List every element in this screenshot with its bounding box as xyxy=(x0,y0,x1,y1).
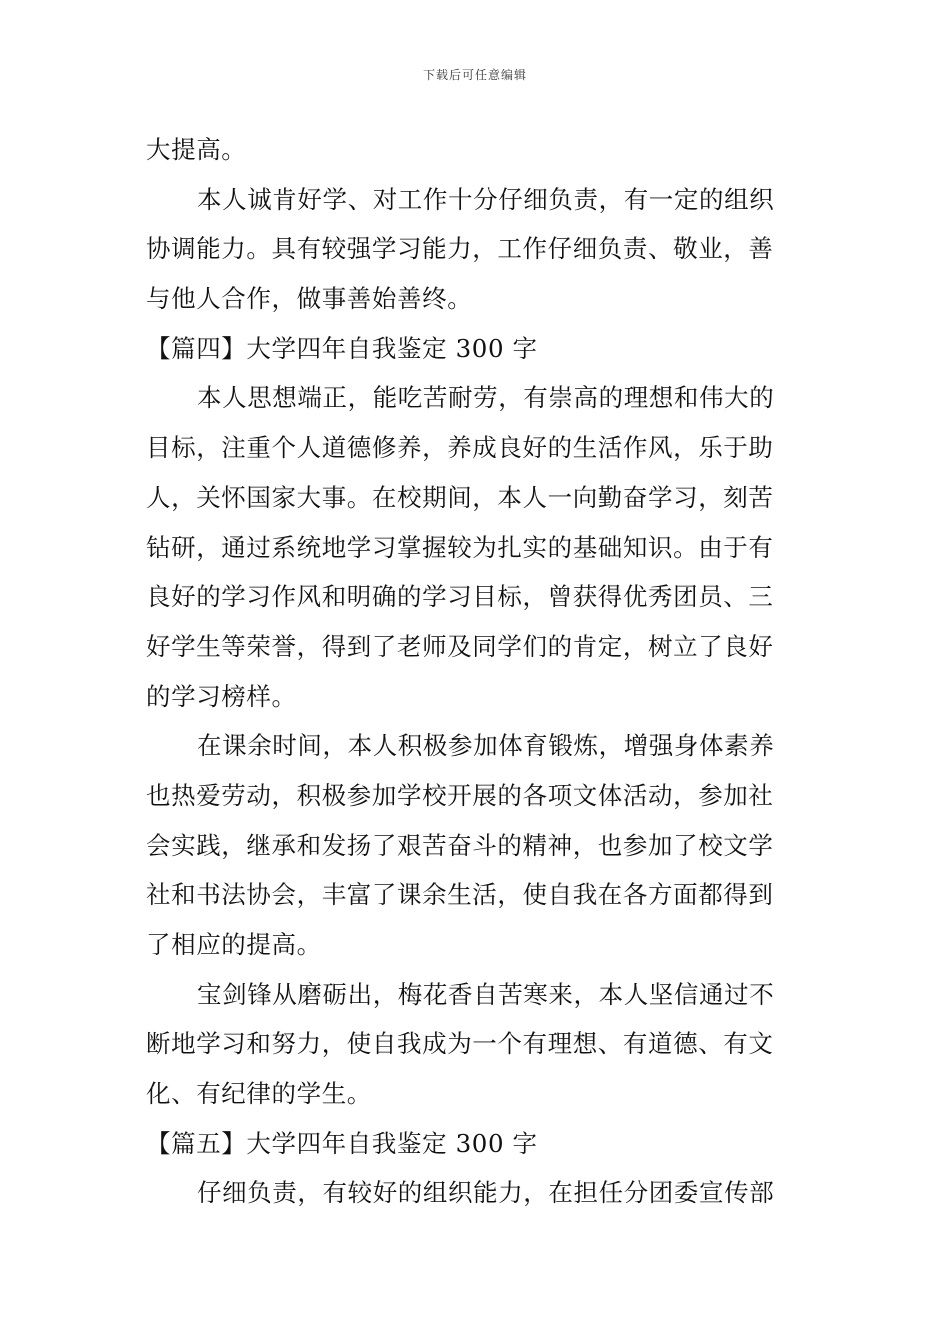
text-line: 与他人合作，做事善始善终。 xyxy=(146,284,473,314)
text-line: 良好的学习作风和明确的学习目标，曾获得优秀团员、三 xyxy=(146,582,774,612)
page-header: 下载后可任意编辑 xyxy=(422,68,527,82)
text-line: 会实践，继承和发扬了艰苦奋斗的精神，也参加了校文学 xyxy=(146,830,774,860)
text-line: 社和书法协会，丰富了课余生活，使自我在各方面都得到 xyxy=(146,880,774,910)
text-line: 目标，注重个人道德修养，养成良好的生活作风，乐于助 xyxy=(146,433,774,463)
text-line: 好学生等荣誉，得到了老师及同学们的肯定，树立了良好 xyxy=(146,631,774,661)
document-body xyxy=(146,125,808,1218)
text-line: 也热爱劳动，积极参加学校开展的各项文体活动，参加社 xyxy=(146,780,774,810)
section-heading-5: 【篇五】大学四年自我鉴定 300 字 xyxy=(146,1128,538,1158)
text-line: 断地学习和努力，使自我成为一个有理想、有道德、有文 xyxy=(146,1029,774,1059)
text-line: 的学习榜样。 xyxy=(146,681,297,711)
text-line: 本人思想端正，能吃苦耐劳，有崇高的理想和伟大的 xyxy=(197,383,775,413)
text-line: 协调能力。具有较强学习能力，工作仔细负责、敬业，善 xyxy=(146,234,774,264)
text-line: 人，关怀国家大事。在校期间，本人一向勤奋学习，刻苦 xyxy=(146,482,774,512)
section-heading-4: 【篇四】大学四年自我鉴定 300 字 xyxy=(146,333,538,363)
text-line: 大提高。 xyxy=(146,135,247,164)
text-line: 钻研，通过系统地学习掌握较为扎实的基础知识。由于有 xyxy=(146,532,774,562)
text-line: 在课余时间，本人积极参加体育锻炼，增强身体素养 xyxy=(197,731,775,761)
text-line: 宝剑锋从磨砺出，梅花香自苦寒来，本人坚信通过不 xyxy=(197,979,775,1009)
text-line: 化、有纪律的学生。 xyxy=(146,1079,372,1109)
text-line: 本人诚肯好学、对工作十分仔细负责，有一定的组织 xyxy=(197,184,775,214)
text-line: 仔细负责，有较好的组织能力，在担任分团委宣传部 xyxy=(197,1178,775,1208)
text-line: 了相应的提高。 xyxy=(146,930,322,959)
